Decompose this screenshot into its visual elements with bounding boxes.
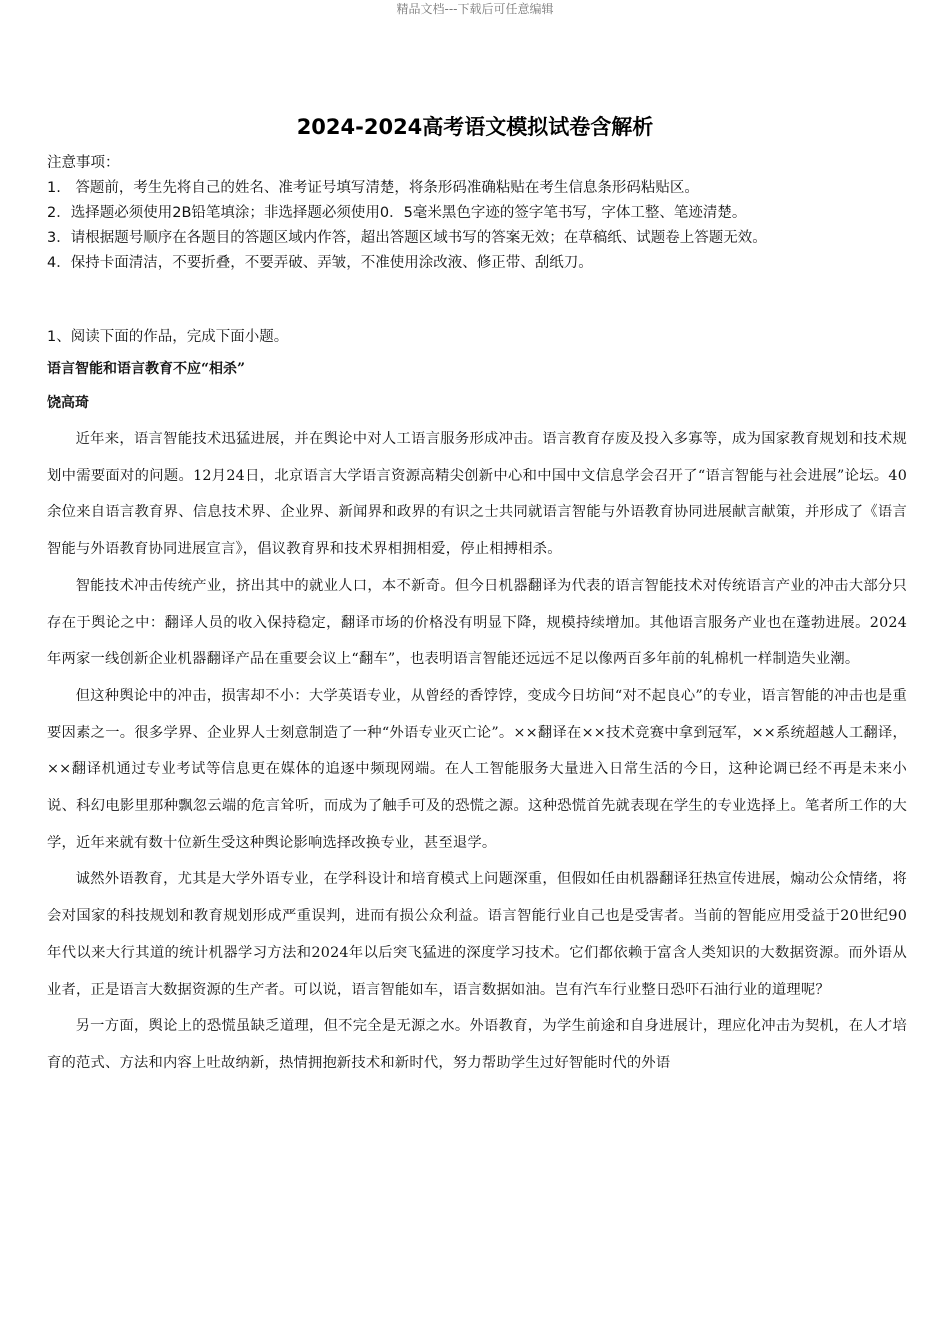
article-paragraph: 另一方面，舆论上的恐慌虽缺乏道理，但不完全是无源之水。外语教育，为学生前途和自身进展计，理应化冲击为契机，在人才培育的范式、方法和内容上吐故纳新，热情拥抱新技术和新时代，努力帮助学生过好智能时代的外语	[47, 1018, 907, 1071]
page-header-note: 精品文档---下载后可任意编辑	[396, 2, 554, 16]
notice-section	[47, 151, 917, 276]
notice-item: 4．保持卡面清洁，不要折叠，不要弄破、弄皱，不准使用涂改液、修正带、刮纸刀。	[47, 255, 593, 271]
notice-item: 2．选择题必须使用2B铅笔填涂；非选择题必须使用0．5毫米黑色字迹的签字笔书写，字体工整、笔迹清楚。	[47, 205, 747, 221]
notice-heading: 注意事项：	[47, 155, 120, 171]
article-paragraph: 近年来，语言智能技术迅猛进展，并在舆论中对人工语言服务形成冲击。语言教育存废及投入多寡等，成为国家教育规划和技术规划中需要面对的问题。12月24日，北京语言大学语言资源高精尖创新中心和中国中文信息学会召开了“语言智能与社会进展”论坛。40余位来自语言教育界、信息技术界、企业界、新闻界和政界的有识之士共同就语言智能与外语教育协同进展献言献策，并形成了《语言智能与外语教育协同进展宣言》，倡议教育界和技术界相拥相爱，停止相搏相杀。	[47, 431, 907, 558]
question-prompt: 1、阅读下面的作品，完成下面小题。	[47, 329, 289, 345]
page-title: 2024-2024高考语文模拟试卷含解析	[296, 115, 654, 139]
article-title: 语言智能和语言教育不应“相杀”	[47, 361, 246, 377]
article-author: 饶高琦	[47, 395, 89, 411]
notice-item: 1. 答题前，考生先将自己的姓名、准考证号填写清楚，将条形码准确粘贴在考生信息条形码粘贴区。	[47, 180, 699, 196]
article-paragraph: 诚然外语教育，尤其是大学外语专业，在学科设计和培育模式上问题深重，但假如任由机器翻译狂热宣传进展，煽动公众情绪，将会对国家的科技规划和教育规划形成严重误判，进而有损公众利益。语言智能行业自己也是受害者。当前的智能应用受益于20世纪90年代以来大行其道的统计机器学习方法和2024年以后突飞猛进的深度学习技术。它们都依赖于富含人类知识的大数据资源。而外语从业者，正是语言大数据资源的生产者。可以说，语言智能如车，语言数据如油。岂有汽车行业整日恐吓石油行业的道理呢？	[47, 871, 907, 998]
article-body	[47, 421, 907, 1082]
article-paragraph: 智能技术冲击传统产业，挤出其中的就业人口，本不新奇。但今日机器翻译为代表的语言智能技术对传统语言产业的冲击大部分只存在于舆论之中：翻译人员的收入保持稳定，翻译市场的价格没有明显下降，规模持续增加。其他语言服务产业也在蓬勃进展。2024年两家一线创新企业机器翻译产品在重要会议上“翻车”，也表明语言智能还远远不足以像两百多年前的轧棉机一样制造失业潮。	[47, 577, 907, 668]
notice-item: 3．请根据题号顺序在各题目的答题区域内作答，超出答题区域书写的答案无效；在草稿纸、试题卷上答题无效。	[47, 230, 767, 246]
article-paragraph: 但这种舆论中的冲击，损害却不小：大学英语专业，从曾经的香饽饽，变成今日坊间“对不起良心”的专业，语言智能的冲击也是重要因素之一。很多学界、企业界人士刻意制造了一种“外语专业灭亡论”。××翻译在××技术竞赛中拿到冠军，××系统超越人工翻译，××翻译机通过专业考试等信息更在媒体的追逐中频现网端。在人工智能服务大量进入日常生活的今日，这种论调已经不再是未来小说、科幻电影里那种飘忽云端的危言耸听，而成为了触手可及的恐慌之源。这种恐慌首先就表现在学生的专业选择上。笔者所工作的大学，近年来就有数十位新生受这种舆论影响选择改换专业，甚至退学。	[47, 687, 908, 851]
